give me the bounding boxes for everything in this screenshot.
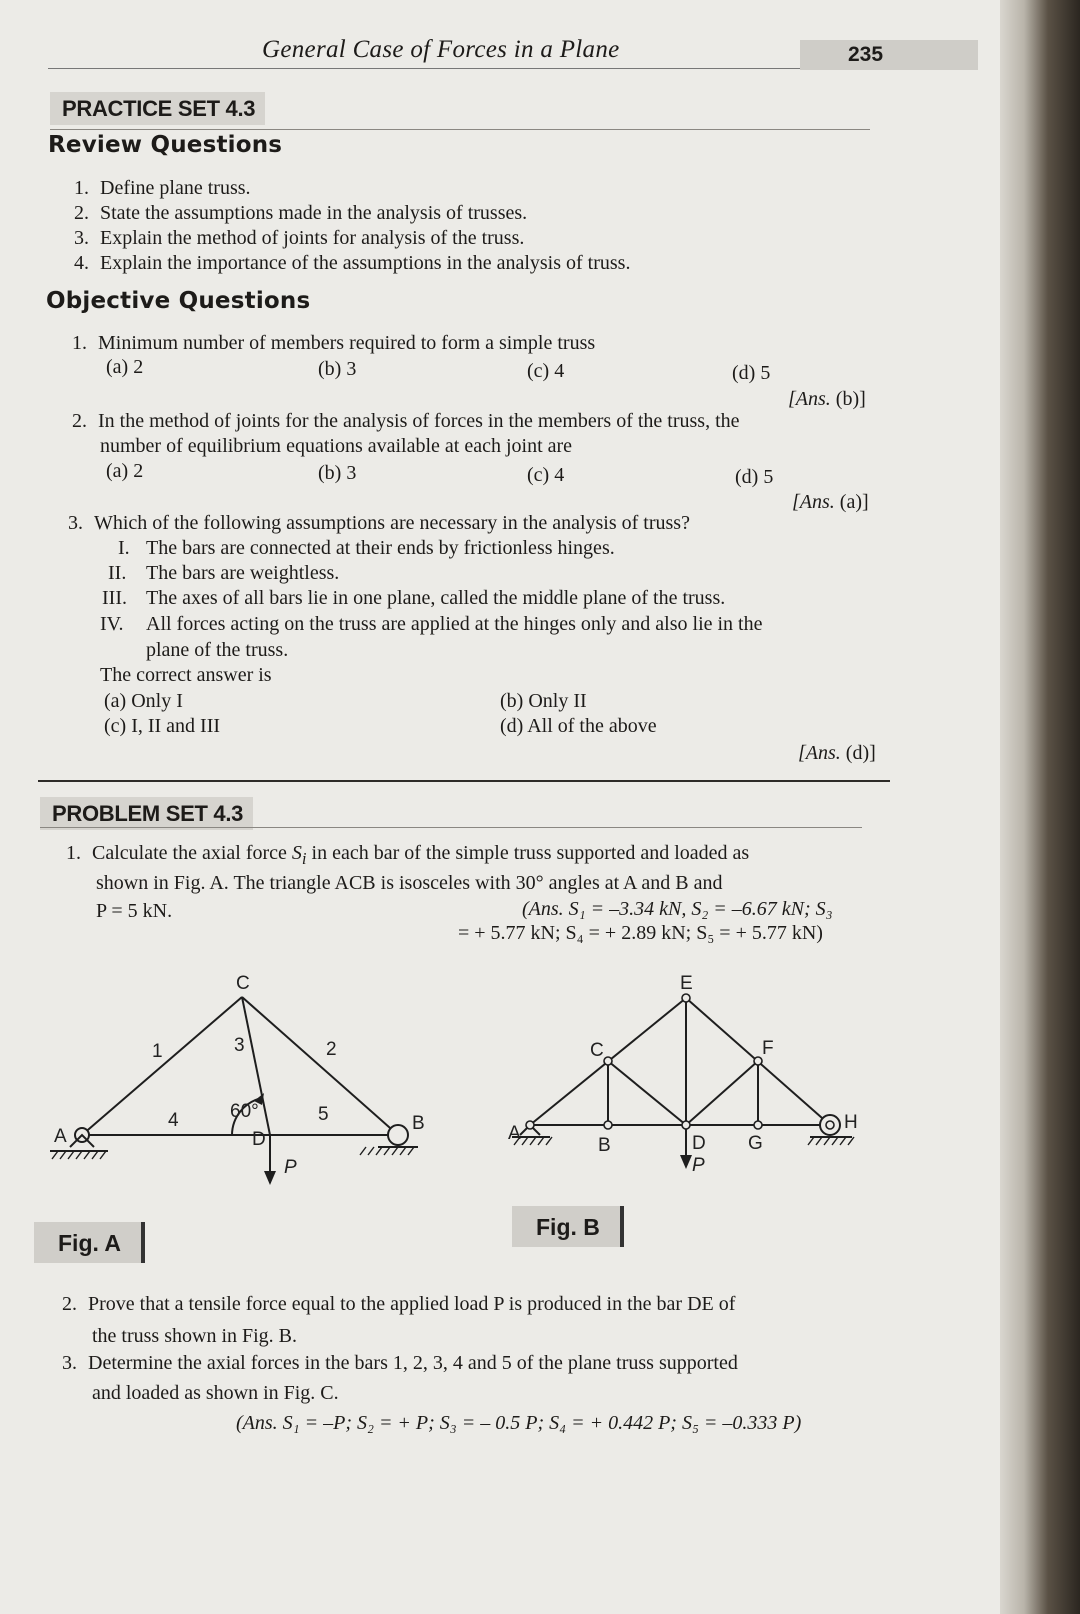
label-b-C: C bbox=[590, 1040, 604, 1061]
q3-statement-1: I. The bars are connected at their ends by frictionless hinges. bbox=[118, 537, 615, 559]
label-b-B: B bbox=[598, 1135, 611, 1156]
load-arrowhead-b bbox=[680, 1155, 692, 1169]
label-a-P: P bbox=[284, 1157, 297, 1178]
q1-option-a: (a) 2 bbox=[106, 356, 144, 378]
label-a-angle: 60° bbox=[230, 1101, 259, 1122]
review-question-4: 4. Explain the importance of the assumptions in the analysis of truss. bbox=[74, 252, 631, 274]
problem-1-line-1: 1. Calculate the axial force $S_i$ in each bar of the simple truss supported and loaded as bbox=[66, 842, 750, 868]
review-questions-heading: Review Questions bbox=[48, 132, 283, 158]
problem-1-answer-line-1: (Ans. S₁ = –3.34 kN, S₂ = –6.67 kN; S₃ bbox=[522, 898, 833, 920]
book-edge bbox=[1000, 0, 1080, 1614]
page-number: 235 bbox=[800, 40, 978, 70]
truss-b-member-CD bbox=[608, 1061, 686, 1125]
q3-option-a: (a) Only I bbox=[104, 690, 183, 712]
q3-statement-2: II. The bars are weightless. bbox=[108, 562, 340, 584]
label-b-E: E bbox=[680, 973, 693, 994]
load-arrowhead-a bbox=[264, 1171, 276, 1185]
label-a-C: C bbox=[236, 975, 250, 994]
review-question-3: 3. Explain the method of joints for analysis of the truss. bbox=[74, 227, 525, 249]
q3-option-b: (b) Only II bbox=[500, 690, 587, 712]
objective-questions-heading: Objective Questions bbox=[46, 288, 311, 314]
q2-answer: [Ans. (a)] bbox=[792, 491, 869, 513]
practice-set-rule bbox=[50, 129, 870, 130]
problem-set-label: PROBLEM SET 4.3 bbox=[40, 797, 253, 830]
practice-set-label: PRACTICE SET 4.3 bbox=[50, 92, 265, 125]
label-a-D: D bbox=[252, 1129, 266, 1150]
q1-option-c: (c) 4 bbox=[527, 360, 565, 382]
objective-question-1: 1. Minimum number of members required to form a simple truss bbox=[72, 332, 596, 354]
label-b-P: P bbox=[692, 1155, 705, 1176]
problem-1-line-2: shown in Fig. A. The triangle ACB is isosceles with 30° angles at A and B and bbox=[96, 872, 723, 894]
truss-a-member-1 bbox=[82, 997, 242, 1135]
label-b-F: F bbox=[762, 1038, 774, 1059]
q3-option-d: (d) All of the above bbox=[500, 715, 657, 737]
q3-option-c: (c) I, II and III bbox=[104, 715, 221, 737]
figure-b-diagram bbox=[490, 965, 890, 1185]
q2-option-a: (a) 2 bbox=[106, 460, 144, 482]
label-a-member-2: 2 bbox=[326, 1039, 337, 1060]
label-b-A: A bbox=[508, 1123, 521, 1144]
q1-option-d: (d) 5 bbox=[732, 362, 771, 384]
running-header bbox=[48, 34, 978, 74]
problem-3-line-2: and loaded as shown in Fig. C. bbox=[92, 1382, 339, 1404]
q3-statement-4: IV. All forces acting on the truss are applied at the hinges only and also lie in the bbox=[100, 613, 763, 635]
review-question-1: 1. Define plane truss. bbox=[74, 177, 251, 199]
q2-option-d: (d) 5 bbox=[735, 466, 774, 488]
truss-b-member-FD bbox=[686, 1061, 758, 1125]
label-a-member-4: 4 bbox=[168, 1110, 179, 1131]
objective-question-2-line-2: number of equilibrium equations available at each joint are bbox=[100, 435, 573, 457]
q1-answer: [Ans. (b)] bbox=[788, 388, 866, 410]
q3-statement-3: III. The axes of all bars lie in one plane, called the middle plane of the truss. bbox=[102, 587, 726, 609]
roller-support-b bbox=[388, 1125, 408, 1145]
label-a-A: A bbox=[54, 1126, 67, 1147]
objective-question-3: 3. Which of the following assumptions are necessary in the analysis of truss? bbox=[68, 512, 690, 534]
q3-statement-4-cont: plane of the truss. bbox=[146, 639, 289, 661]
section-divider bbox=[38, 780, 890, 782]
label-b-G: G bbox=[748, 1133, 763, 1154]
problem-2-line-2: the truss shown in Fig. B. bbox=[92, 1325, 298, 1347]
problem-3-line-1: 3. Determine the axial forces in the bars 1, 2, 3, 4 and 5 of the plane truss supported bbox=[62, 1352, 738, 1374]
figure-b-caption: Fig. B bbox=[512, 1206, 624, 1247]
q2-option-b: (b) 3 bbox=[318, 462, 357, 484]
label-a-member-1: 1 bbox=[152, 1041, 163, 1062]
problem-set-rule bbox=[40, 827, 862, 828]
q3-answer: [Ans. (d)] bbox=[798, 742, 876, 764]
problem-3-answer: (Ans. S₁ = –P; S₂ = + P; S₃ = – 0.5 P; S₄ = + 0.442 P; S₅ = –0.333 P) bbox=[236, 1412, 802, 1434]
label-b-D: D bbox=[692, 1133, 706, 1154]
q2-option-c: (c) 4 bbox=[527, 464, 565, 486]
q1-option-b: (b) 3 bbox=[318, 358, 357, 380]
problem-2-line-1: 2. Prove that a tensile force equal to the applied load P is produced in the bar DE of bbox=[62, 1293, 736, 1315]
header-title: General Case of Forces in a Plane bbox=[262, 36, 620, 63]
figure-a-diagram bbox=[40, 975, 460, 1195]
label-b-H: H bbox=[844, 1112, 858, 1133]
figure-a-caption: Fig. A bbox=[34, 1222, 145, 1263]
header-rule bbox=[48, 68, 808, 69]
objective-question-2-line-1: 2. In the method of joints for the analysis of forces in the members of the truss, the bbox=[72, 410, 740, 432]
label-a-member-3: 3 bbox=[234, 1035, 245, 1056]
label-a-member-5: 5 bbox=[318, 1104, 329, 1125]
problem-1-line-3: P = 5 kN. bbox=[96, 900, 173, 922]
review-question-2: 2. State the assumptions made in the analysis of trusses. bbox=[74, 202, 528, 224]
problem-1-answer-line-2: = + 5.77 kN; S₄ = + 2.89 kN; S₅ = + 5.77 kN) bbox=[458, 922, 823, 944]
label-a-B: B bbox=[412, 1113, 425, 1134]
q3-lead: The correct answer is bbox=[100, 664, 272, 686]
